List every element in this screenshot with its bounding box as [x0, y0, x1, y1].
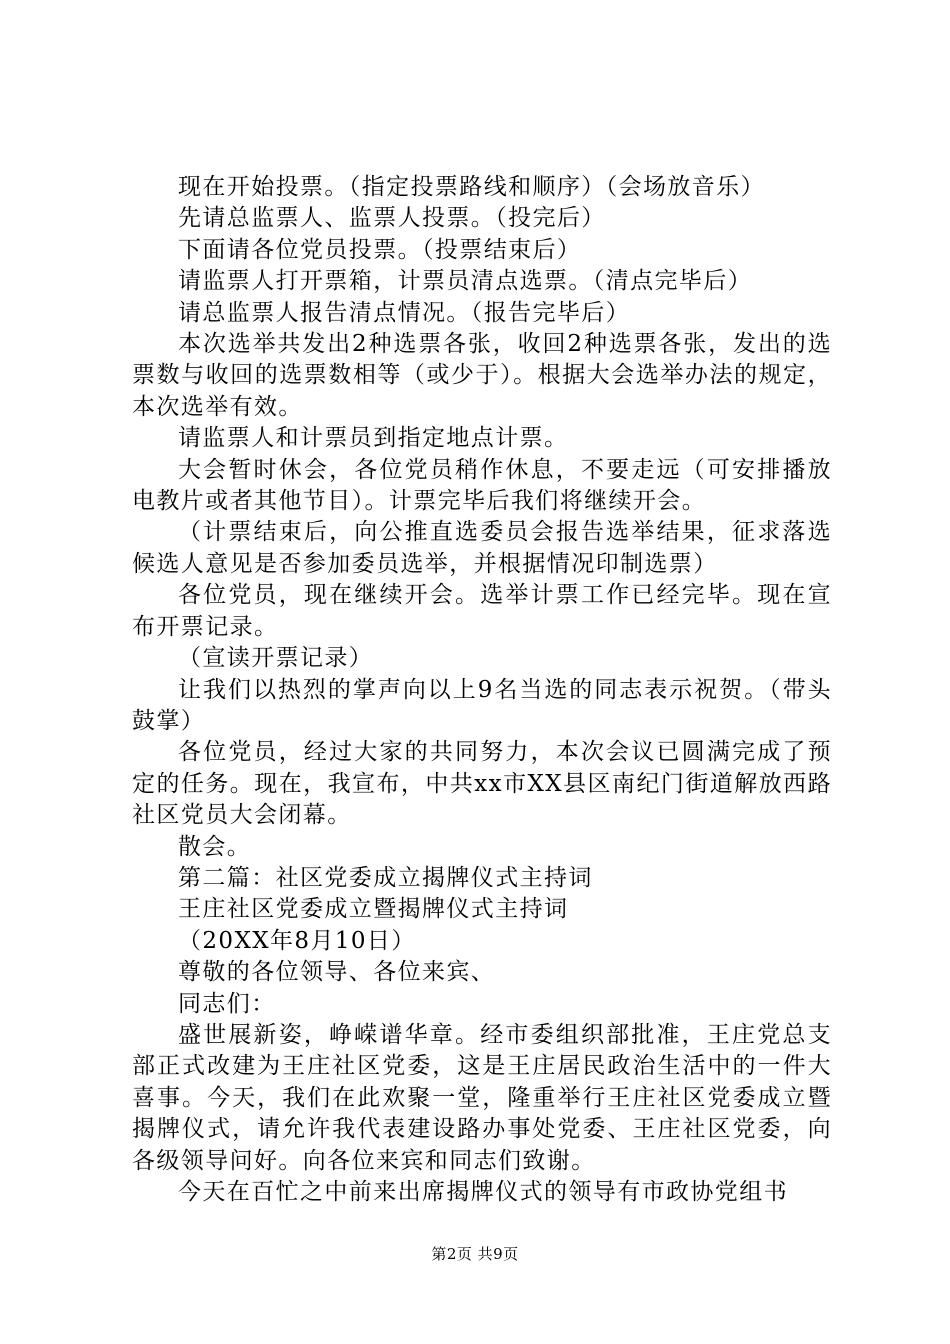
- speech-title: 王庄社区党委成立暨揭牌仪式主持词: [178, 896, 569, 923]
- paragraph: 各位党员，现在继续开会。选举计票工作已经完毕。现在宣布开票记录。: [132, 582, 832, 640]
- paragraph: 散会。: [178, 833, 252, 860]
- page-number-footer: 第2页 共9页: [431, 1245, 519, 1263]
- paragraph: 请监票人打开票箱，计票员清点选票。（清点完毕后）: [178, 268, 753, 295]
- paragraph: 让我们以热烈的掌声向以上9名当选的同志表示祝贺。（带头鼓掌）: [132, 676, 832, 734]
- paragraph: 下面请各位党员投票。（投票结束后）: [178, 236, 582, 263]
- paragraph: 今天在百忙之中前来出席揭牌仪式的领导有市政协党组书: [178, 1179, 788, 1205]
- salutation: 同志们：: [178, 990, 276, 1017]
- paragraph: （计票结束后，向公推直选委员会报告选举结果，征求落选候选人意见是否参加委员选举，并根据情况印制选票）: [132, 519, 832, 577]
- document-body: [132, 172, 832, 1208]
- paragraph: 大会暂时休会，各位党员稍作休息，不要走远（可安排播放电教片或者其他节目）。计票完毕后我们将继续开会。: [132, 456, 832, 515]
- paragraph: 各位党员，经过大家的共同努力，本次会议已圆满完成了预定的任务。现在，我宣布，中共xx市XX县区南纪门街道解放西路社区党员大会闭幕。: [132, 739, 832, 829]
- paragraph: 现在开始投票。（指定投票路线和顺序）（会场放音乐）: [178, 174, 765, 200]
- paragraph: 请监票人和计票员到指定地点计票。: [178, 425, 569, 452]
- paragraph: 盛世展新姿，峥嵘谱华章。经市委组织部批准，王庄党总支部正式改建为王庄社区党委，这是王庄居民政治生活中的一件大喜事。今天，我们在此欢聚一堂，隆重举行王庄社区党委成立暨揭牌仪式，请允许我代表建设路办事处党委、王庄社区党委，向各级领导问好。向各位来宾和同志们致谢。: [132, 1021, 832, 1174]
- section-heading: 第二篇：社区党委成立揭牌仪式主持词: [178, 864, 593, 891]
- salutation: 尊敬的各位领导、各位来宾、: [178, 959, 496, 986]
- paragraph: 先请总监票人、监票人投票。（投完后）: [178, 205, 606, 232]
- paragraph: 请总监票人报告清点情况。（报告完毕后）: [178, 299, 631, 326]
- speech-date: （20XX年8月10日）: [178, 927, 416, 954]
- paragraph: 本次选举共发出2种选票各张，收回2种选票各张，发出的选票数与收回的选票数相等（或少于）。根据大会选举办法的规定，本次选举有效。: [132, 331, 832, 420]
- paragraph: （宣读开票记录）: [178, 645, 374, 672]
